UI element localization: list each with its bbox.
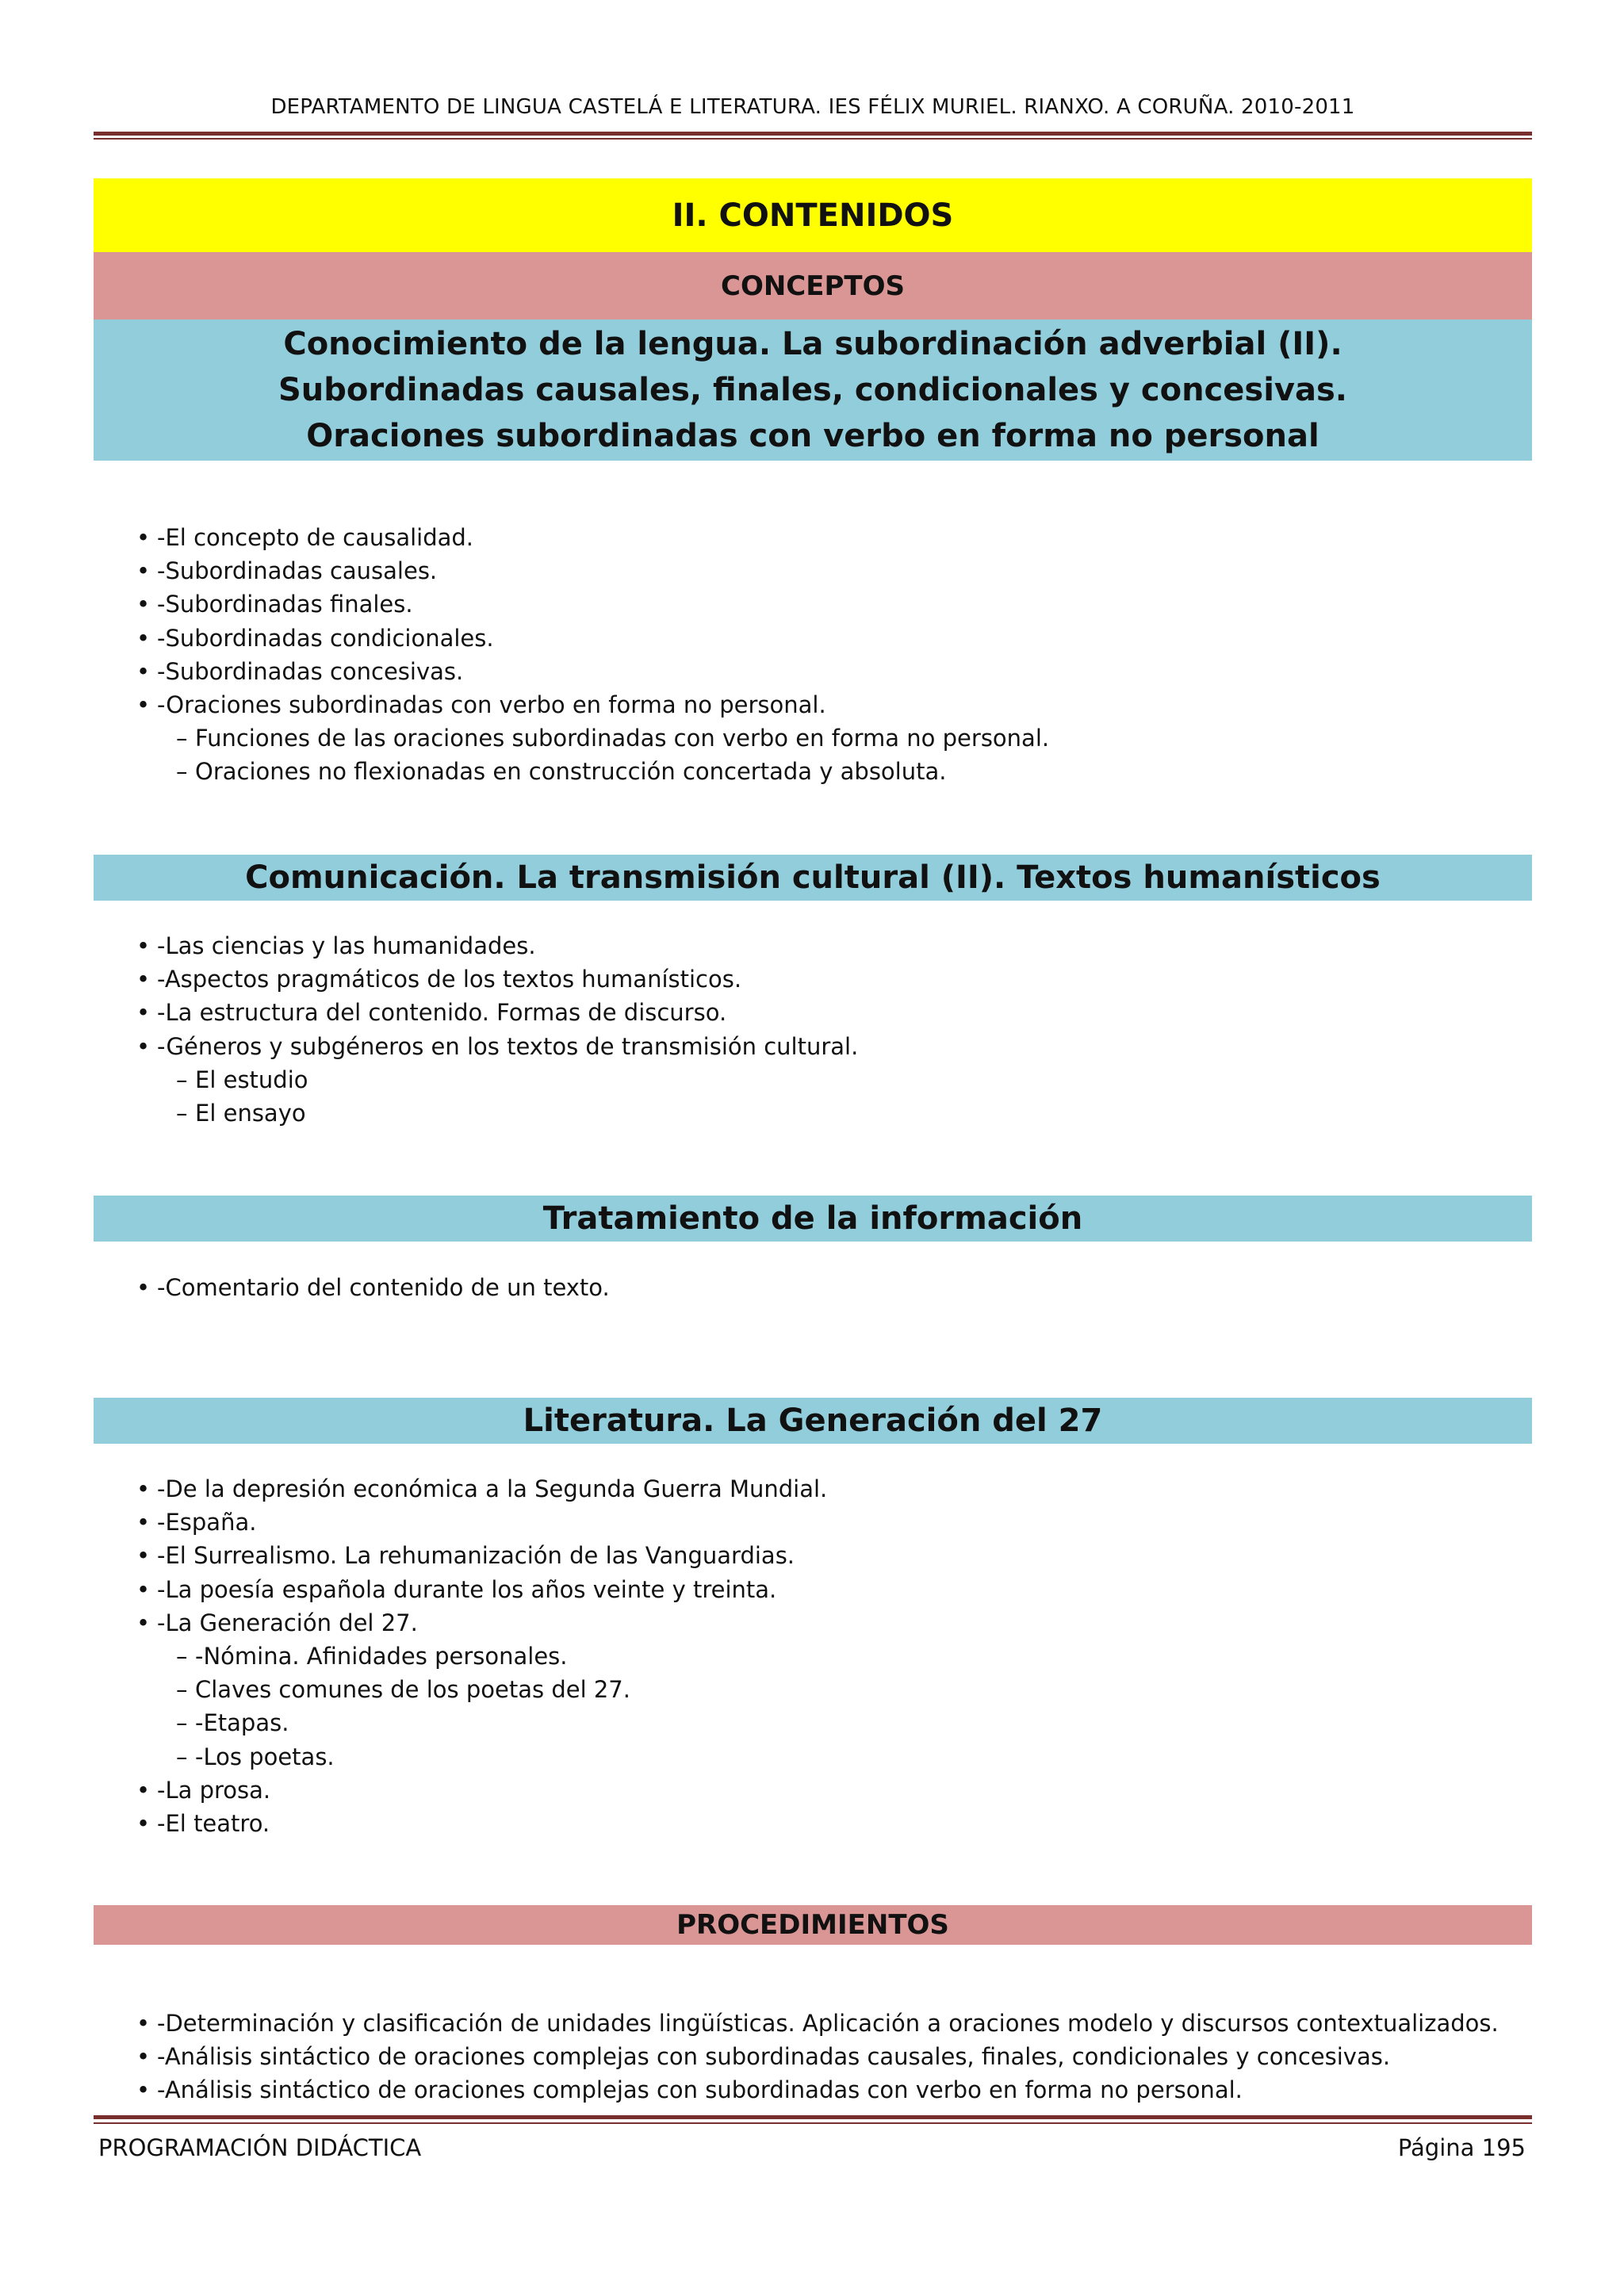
list-subitem: – -Etapas. [136, 1706, 1516, 1739]
list-subitem: – Claves comunes de los poetas del 27. [136, 1673, 1516, 1706]
list-subitem: – El ensayo [136, 1096, 1516, 1130]
list-item: • -Aspectos pragmáticos de los textos humanísticos. [136, 962, 1516, 996]
list-item: • -La prosa. [136, 1774, 1516, 1807]
page-header: DEPARTAMENTO DE LINGUA CASTELÁ E LITERATURA. IES FÉLIX MURIEL. RIANXO. A CORUÑA. 2010-2011 [270, 95, 1355, 119]
section-list-tratamiento [136, 1271, 1516, 1304]
section-heading-text: Conocimiento de la lengua. La subordinación adverbial (II). Subordinadas causales, finales, condicionales y concesivas. Oraciones subordinadas con verbo en forma no personal [278, 326, 1347, 454]
list-item: • -Oraciones subordinadas con verbo en forma no personal. [136, 688, 1516, 721]
list-item: • -Subordinadas concesivas. [136, 655, 1516, 688]
procedimientos-list [136, 2007, 1516, 2107]
title-band [94, 178, 1532, 252]
header-rule-thin [94, 138, 1532, 140]
list-item: • -La poesía española durante los años veinte y treinta. [136, 1573, 1516, 1606]
list-item: • -Análisis sintáctico de oraciones complejas con subordinadas causales, finales, condicionales y concesivas. [136, 2040, 1516, 2073]
list-item: • -España. [136, 1506, 1516, 1539]
section-list-comunicacion [136, 929, 1516, 1130]
section-heading-text: Tratamiento de la información [542, 1200, 1083, 1237]
conceptos-band [94, 252, 1532, 320]
list-item: • -Subordinadas causales. [136, 554, 1516, 587]
section-heading-text: Literatura. La Generación del 27 [523, 1402, 1103, 1439]
list-item: • -Géneros y subgéneros en los textos de transmisión cultural. [136, 1030, 1516, 1063]
section-heading-tratamiento [94, 1196, 1532, 1242]
page-title: II. CONTENIDOS [672, 197, 954, 234]
procedimientos-label: PROCEDIMIENTOS [676, 1909, 949, 1941]
list-subitem: – -Los poetas. [136, 1740, 1516, 1774]
footer-page-number: Página 195 [1397, 2134, 1526, 2161]
list-subitem: – -Nómina. Afinidades personales. [136, 1640, 1516, 1673]
list-item: • -Subordinadas finales. [136, 587, 1516, 621]
procedimientos-band [94, 1905, 1532, 1945]
section-list-lengua [136, 521, 1516, 789]
section-list-literatura [136, 1472, 1516, 1840]
list-item: • -Las ciencias y las humanidades. [136, 929, 1516, 962]
list-item: • -La estructura del contenido. Formas de discurso. [136, 996, 1516, 1029]
list-item: • -Comentario del contenido de un texto. [136, 1271, 1516, 1304]
list-subitem: – Oraciones no flexionadas en construcción concertada y absoluta. [136, 755, 1516, 788]
footer-document-title: PROGRAMACIÓN DIDÁCTICA [98, 2134, 422, 2161]
list-item: • -El Surrealismo. La rehumanización de las Vanguardias. [136, 1539, 1516, 1572]
footer-rule-thin [94, 2122, 1532, 2124]
footer-rule-thick [94, 2115, 1532, 2119]
list-item: • -Determinación y clasificación de unidades lingüísticas. Aplicación a oraciones modelo y discursos contextualizados. [136, 2007, 1516, 2040]
list-item: • -El concepto de causalidad. [136, 521, 1516, 554]
section-heading-lengua [94, 320, 1532, 461]
list-item: • -De la depresión económica a la Segunda Guerra Mundial. [136, 1472, 1516, 1506]
header-rule-thick [94, 132, 1532, 136]
list-item: • -La Generación del 27. [136, 1606, 1516, 1640]
list-subitem: – El estudio [136, 1063, 1516, 1096]
section-heading-literatura [94, 1398, 1532, 1444]
section-heading-text: Comunicación. La transmisión cultural (II). Textos humanísticos [245, 859, 1381, 896]
conceptos-label: CONCEPTOS [721, 270, 905, 302]
list-subitem: – Funciones de las oraciones subordinadas con verbo en forma no personal. [136, 721, 1516, 755]
list-item: • -Análisis sintáctico de oraciones complejas con subordinadas con verbo en forma no personal. [136, 2073, 1516, 2107]
list-item: • -El teatro. [136, 1807, 1516, 1840]
section-heading-comunicacion [94, 855, 1532, 901]
list-item: • -Subordinadas condicionales. [136, 622, 1516, 655]
